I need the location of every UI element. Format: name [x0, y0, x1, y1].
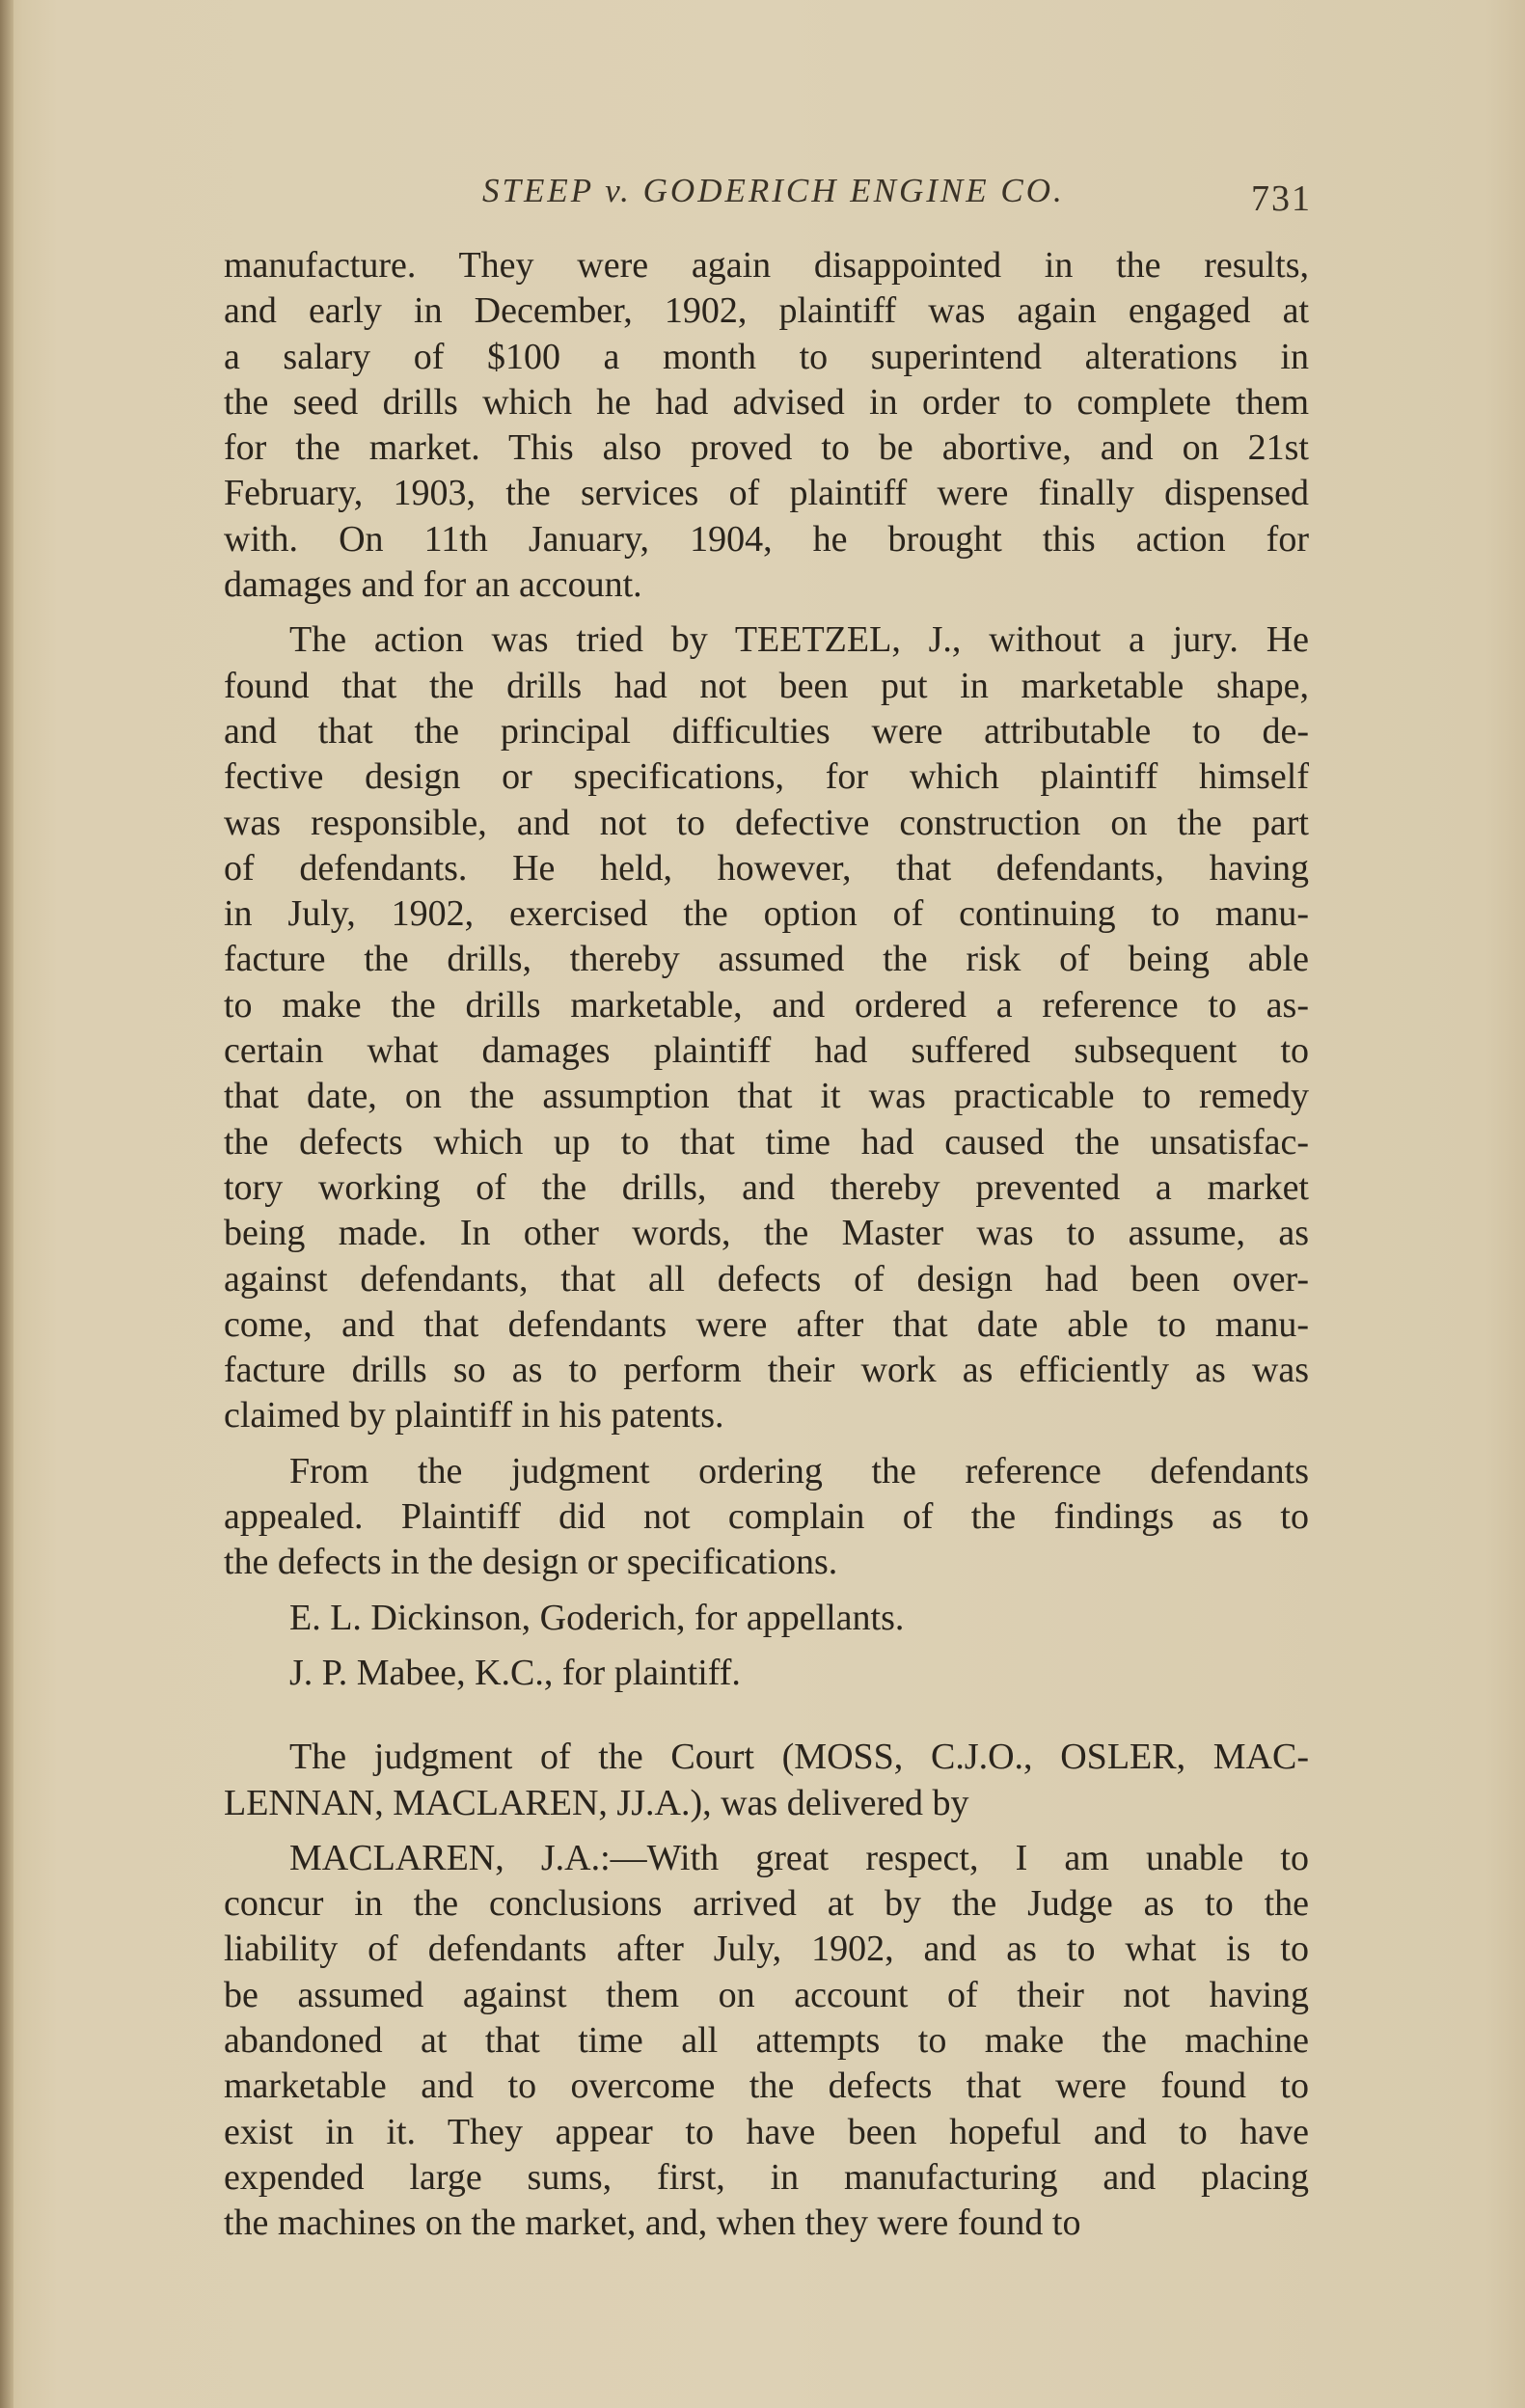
- paragraph-gap: [224, 1586, 1309, 1596]
- body-text: [224, 243, 1309, 2246]
- text-line: in July, 1902, exercised the option of continuing to manu-: [224, 893, 1309, 935]
- text-line: The action was tried by TEETZEL, J., without a jury. He: [289, 619, 1309, 661]
- text-line: fective design or specifications, for which plaintiff himself: [224, 756, 1309, 798]
- text-line: J. P. Mabee, K.C., for plaintiff.: [289, 1652, 741, 1693]
- paragraph-gap: [224, 608, 1309, 617]
- text-line: concur in the conclusions arrived at by the Judge as to the: [224, 1883, 1309, 1925]
- text-line: tory working of the drills, and thereby prevented a market: [224, 1166, 1309, 1208]
- text-line: marketable and to overcome the defects that were found to: [224, 2066, 1309, 2107]
- text-line: the machines on the market, and, when they were found to: [224, 2203, 1081, 2244]
- text-line: February, 1903, the services of plaintiff were finally dispensed: [224, 473, 1309, 514]
- text-line: with. On 11th January, 1904, he brought this action for: [224, 518, 1309, 560]
- text-line: MACLAREN, J.A.:—With great respect, I am unable to: [289, 1837, 1309, 1878]
- text-line: for the market. This also proved to be abortive, and on 21st: [224, 427, 1309, 469]
- text-line: liability of defendants after July, 1902, and as to what is to: [224, 1929, 1309, 1970]
- text-line: E. L. Dickinson, Goderich, for appellants.: [289, 1597, 905, 1638]
- paragraph-gap: [224, 1439, 1309, 1449]
- text-line: certain what damages plaintiff had suffered subsequent to: [224, 1030, 1309, 1072]
- paragraph-gap: [224, 1826, 1309, 1836]
- text-line: found that the drills had not been put in marketable shape,: [224, 665, 1309, 706]
- page-spine-shadow: [0, 0, 14, 2408]
- paragraph-p1: [224, 243, 1309, 608]
- text-line: and that the principal difficulties were attributable to de-: [224, 710, 1309, 752]
- text-line: expended large sums, first, in manufacturing and placing: [224, 2156, 1309, 2198]
- text-line: against defendants, that all defects of design had been over-: [224, 1258, 1309, 1300]
- text-line: exist in it. They appear to have been hopeful and to have: [224, 2111, 1309, 2152]
- text-line: the defects which up to that time had caused the unsatisfac-: [224, 1121, 1309, 1163]
- text-line: abandoned at that time all attempts to make the machine: [224, 2019, 1309, 2061]
- running-title: STEEP v. GODERICH ENGINE CO.: [482, 172, 1065, 209]
- text-line: being made. In other words, the Master was to assume, as: [224, 1213, 1309, 1254]
- text-line: a salary of $100 a month to superintend alterations in: [224, 336, 1309, 377]
- paragraph-p4: [224, 1596, 1309, 1641]
- running-head: [222, 172, 1312, 230]
- text-line: appealed. Plaintiff did not complain of the findings as to: [224, 1496, 1309, 1538]
- text-line: manufacture. They were again disappointed in the results,: [224, 245, 1309, 286]
- text-line: was responsible, and not to defective construction on the part: [224, 802, 1309, 843]
- paragraph-gap: [224, 1696, 1309, 1735]
- page-number: 731: [1251, 178, 1312, 219]
- text-line: the defects in the design or specifications.: [224, 1542, 838, 1583]
- paragraph-p7: [224, 1836, 1309, 2247]
- paragraph-p5: [224, 1651, 1309, 1696]
- paragraph-p6: [224, 1735, 1309, 1826]
- text-line: From the judgment ordering the reference defendants: [289, 1450, 1309, 1491]
- text-line: claimed by plaintiff in his patents.: [224, 1395, 724, 1437]
- text-line: and early in December, 1902, plaintiff was again engaged at: [224, 290, 1309, 332]
- text-line: facture the drills, thereby assumed the risk of being able: [224, 939, 1309, 980]
- text-line: LENNAN, MACLAREN, JJ.A.), was delivered by: [224, 1782, 969, 1823]
- paragraph-p3: [224, 1449, 1309, 1586]
- text-line: damages and for an account.: [224, 564, 642, 606]
- text-line: the seed drills which he had advised in order to complete them: [224, 381, 1309, 423]
- paragraph-gap: [224, 1641, 1309, 1651]
- text-line: facture drills so as to perform their work as efficiently as was: [224, 1350, 1309, 1391]
- text-line: The judgment of the Court (MOSS, C.J.O., OSLER, MAC-: [289, 1737, 1309, 1778]
- text-line: be assumed against them on account of their not having: [224, 1974, 1309, 2015]
- text-line: come, and that defendants were after that date able to manu-: [224, 1303, 1309, 1345]
- text-line: of defendants. He held, however, that defendants, having: [224, 847, 1309, 889]
- text-line: to make the drills marketable, and ordered a reference to as-: [224, 984, 1309, 1026]
- paragraph-p2: [224, 617, 1309, 1438]
- text-line: that date, on the assumption that it was practicable to remedy: [224, 1076, 1309, 1117]
